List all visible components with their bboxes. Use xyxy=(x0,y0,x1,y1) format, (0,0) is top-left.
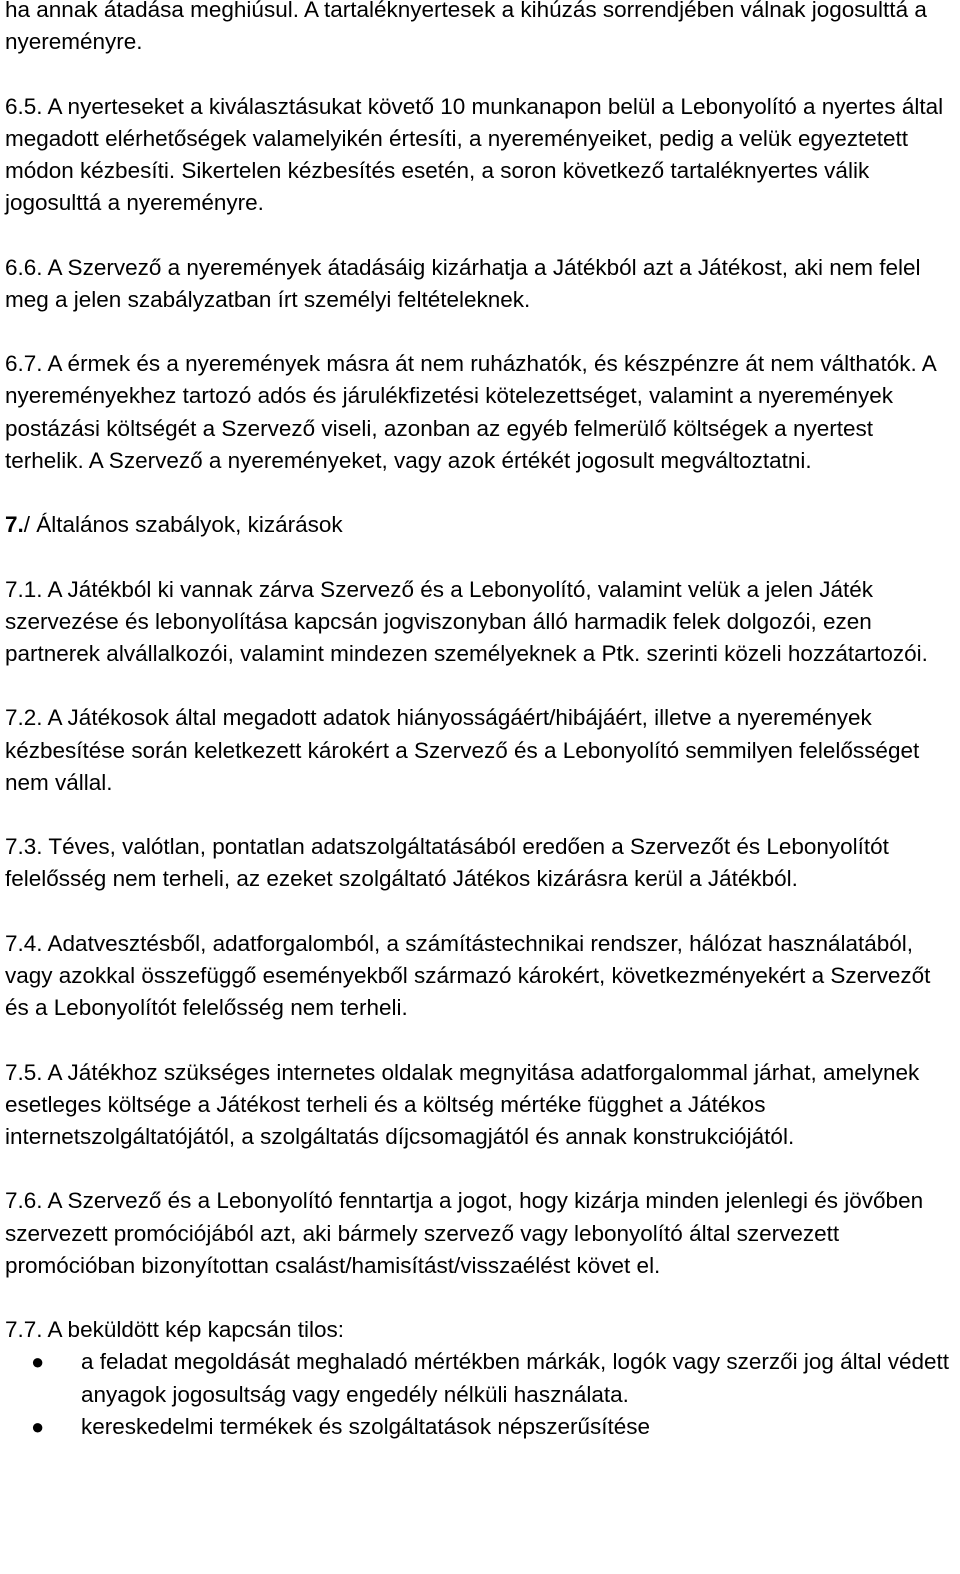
paragraph-6-6: 6.6. A Szervező a nyeremények átadásáig kizárhatja a Játékból azt a Játékost, aki nem felel meg a jelen szabályzatban írt személyi feltételeknek. xyxy=(5,254,921,312)
paragraph-7-4: 7.4. Adatvesztésből, adatforgalomból, a számítástechnikai rendszer, hálózat használatából, vagy azokkal összefüggő eseményekből származó károkért, következményekért a Szervezőt és a Lebonyolítót felelősség nem terheli. xyxy=(5,930,931,1021)
prohibited-list xyxy=(5,1346,957,1443)
section-7-title: / Általános szabályok, kizárások xyxy=(23,512,343,538)
document-page xyxy=(5,0,957,1443)
list-item xyxy=(5,1346,957,1410)
paragraph-7-7: 7.7. A beküldött kép kapcsán tilos: xyxy=(5,1317,344,1343)
paragraph-6-7: 6.7. A érmek és a nyeremények másra át nem ruházhatók, és készpénzre át nem válthatók. A nyereményekhez tartozó adós és járulékfizetési kötelezettséget, valamint a nyeremények postázási költségét a Szervező viseli, azonban az egyéb felmerülő költségek a nyertest terhelik. A Szervező a nyereményeket, vagy azok értékét jogosult megváltoztatni. xyxy=(5,351,936,473)
paragraph-6-4-continuation: ha annak átadása meghiúsul. A tartaléknyertesek a kihúzás sorrendjében válnak jogosulttá a nyereményre. xyxy=(5,0,927,55)
bullet-icon: ● xyxy=(31,1349,45,1375)
section-7-heading xyxy=(5,509,957,541)
paragraph-7-2: 7.2. A Játékosok által megadott adatok hiányosságáért/hibájáért, illetve a nyeremények kézbesítése során keletkezett károkért a Szervező és a Lebonyolító semmilyen felelősséget nem vállal. xyxy=(5,705,920,795)
section-7-number: 7. xyxy=(5,512,24,538)
bullet-icon: ● xyxy=(31,1413,45,1439)
paragraph-7-1: 7.1. A Játékból ki vannak zárva Szervező és a Lebonyolító, valamint velük a jelen Játék szervezése és lebonyolítása kapcsán jogviszonyban álló harmadik felek dolgozói, ezen partnerek alvállalkozói, valamint mindezen személyeknek a Ptk. szerinti közeli hozzátartozói. xyxy=(5,576,928,666)
paragraph-7-6: 7.6. A Szervező és a Lebonyolító fenntartja a jogot, hogy kizárja minden jelenlegi és jövőben szervezett promóciójából azt, aki bármely szervező vagy lebonyolító által szervezett promócióban bizonyítottan csalást/hamisítást/visszaélést követ el. xyxy=(5,1188,924,1278)
paragraph-6-5: 6.5. A nyerteseket a kiválasztásukat követő 10 munkanapon belül a Lebonyolító a nyertes által megadott elérhetőségek valamelyikén értesíti, a nyereményeiket, pedig a velük egyeztetett módon kézbesíti. Sikertelen kézbesítés esetén, a soron következő tartaléknyertes válik jogosulttá a nyereményre. xyxy=(5,93,944,216)
list-item-text: a feladat megoldását meghaladó mértékben márkák, logók vagy szerzői jog által védett anyagok jogosultság vagy engedély nélküli használata. xyxy=(81,1349,949,1407)
list-item-text: kereskedelmi termékek és szolgáltatások népszerűsítése xyxy=(81,1413,651,1439)
list-item xyxy=(5,1411,957,1443)
paragraph-7-3: 7.3. Téves, valótlan, pontatlan adatszolgáltatásából eredően a Szervezőt és Lebonyolítót felelősség nem terheli, az ezeket szolgáltató Játékos kizárásra kerül a Játékból. xyxy=(5,834,889,892)
paragraph-7-5: 7.5. A Játékhoz szükséges internetes oldalak megnyitása adatforgalommal járhat, amelynek esetleges költsége a Játékost terheli és a költség mértéke függhet a Játékos internetszolgáltatójától, a szolgáltatás díjcsomagjától és annak konstrukciójától. xyxy=(5,1059,920,1149)
